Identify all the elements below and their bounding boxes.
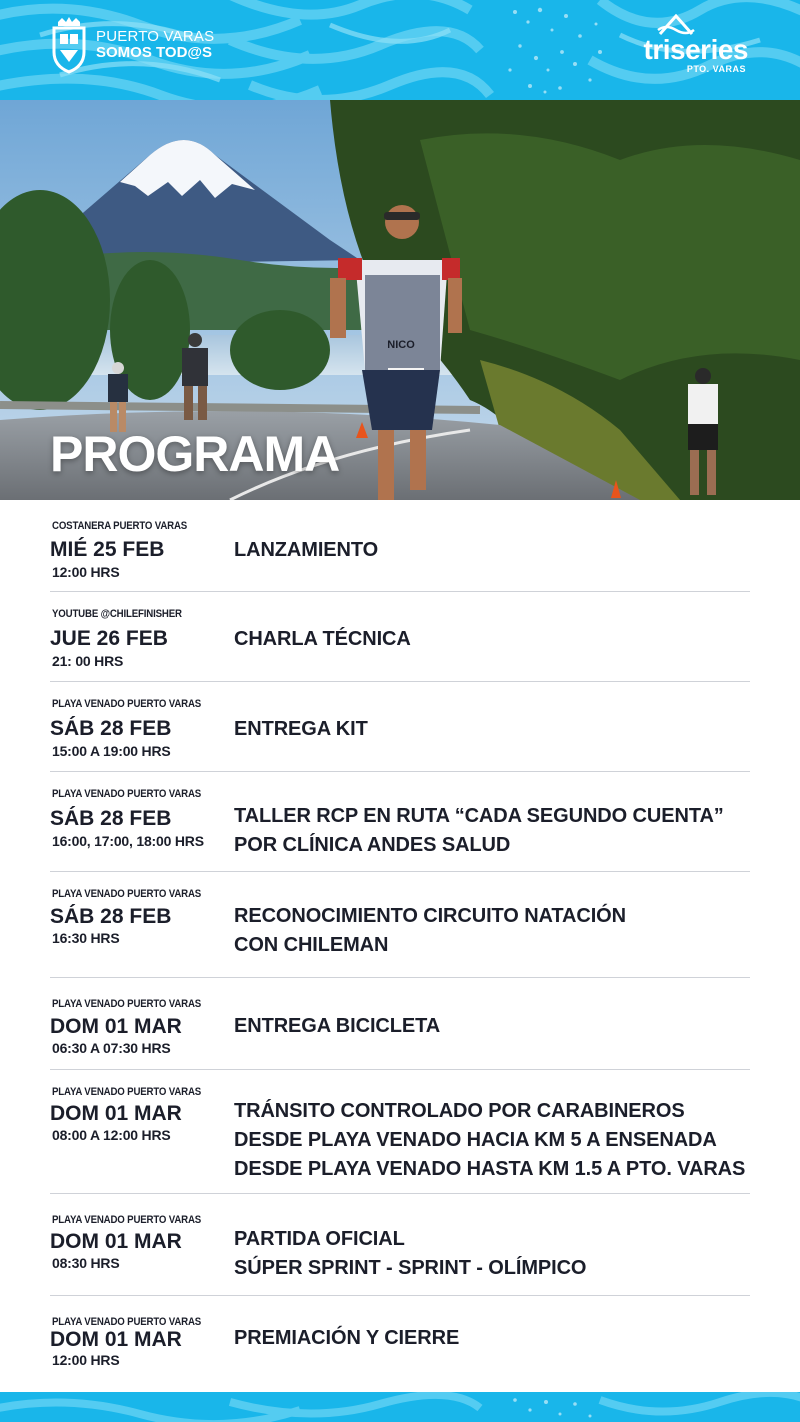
- event-time: 16:30 HRS: [52, 930, 120, 946]
- municipality-slogan: SOMOS TOD@S: [96, 44, 213, 61]
- schedule-row: [50, 1312, 750, 1384]
- event-date: SÁB 28 FEB: [50, 905, 172, 928]
- crest-icon: [50, 16, 88, 74]
- event-date: SÁB 28 FEB: [50, 807, 172, 830]
- schedule-row: [50, 1210, 750, 1296]
- schedule-row: [50, 994, 750, 1070]
- event-title: PARTIDA OFICIAL SÚPER SPRINT - SPRINT - OLÍMPICO: [234, 1228, 587, 1279]
- event-date: JUE 26 FEB: [50, 627, 168, 650]
- schedule-row: [50, 884, 750, 978]
- bottom-banner: [0, 1392, 800, 1422]
- schedule-row: [50, 604, 750, 682]
- event-location: PLAYA VENADO PUERTO VARAS: [52, 998, 202, 1010]
- event-title: LANZAMIENTO: [234, 539, 379, 561]
- event-time: 16:00, 17:00, 18:00 HRS: [52, 833, 204, 849]
- event-date: DOM 01 MAR: [50, 1328, 182, 1351]
- event-title: CHARLA TÉCNICA: [234, 628, 411, 650]
- event-title: TRÁNSITO CONTROLADO POR CARABINEROS DESDE PLAYA VENADO HACIA KM 5 A ENSENADA DESDE PLAYA VENADO HASTA KM 1.5 A PTO. VARAS: [234, 1100, 746, 1180]
- event-time: 21: 00 HRS: [52, 653, 124, 669]
- event-time: 08:00 A 12:00 HRS: [52, 1127, 171, 1143]
- event-location: PLAYA VENADO PUERTO VARAS: [52, 788, 202, 800]
- event-location: PLAYA VENADO PUERTO VARAS: [52, 1214, 202, 1226]
- event-date: DOM 01 MAR: [50, 1015, 182, 1038]
- event-location: PLAYA VENADO PUERTO VARAS: [52, 698, 202, 710]
- event-title: ENTREGA BICICLETA: [234, 1015, 441, 1037]
- event-title: ENTREGA KIT: [234, 718, 368, 740]
- triseries-wave-icon: [656, 14, 696, 36]
- event-time: 15:00 A 19:00 HRS: [52, 743, 171, 759]
- brand-name: triseries: [643, 34, 748, 65]
- municipality-name: PUERTO VARAS: [96, 28, 215, 46]
- event-date: SÁB 28 FEB: [50, 717, 172, 740]
- event-date: DOM 01 MAR: [50, 1230, 182, 1253]
- schedule-row: [50, 694, 750, 772]
- schedule-row: [50, 1082, 750, 1194]
- event-title: RECONOCIMIENTO CIRCUITO NATACIÓN CON CHILEMAN: [234, 905, 626, 956]
- event-time: 12:00 HRS: [52, 1352, 120, 1368]
- event-time: 12:00 HRS: [52, 564, 120, 580]
- schedule-row: [50, 784, 750, 872]
- event-date: DOM 01 MAR: [50, 1102, 182, 1125]
- event-date: MIÉ 25 FEB: [50, 538, 165, 561]
- runner-name: NICO: [387, 339, 415, 351]
- event-time: 08:30 HRS: [52, 1255, 120, 1271]
- event-location: COSTANERA PUERTO VARAS: [52, 520, 188, 532]
- municipality-logo: [50, 16, 214, 74]
- event-title: TALLER RCP EN RUTA “CADA SEGUNDO CUENTA” POR CLÍNICA ANDES SALUD: [234, 805, 724, 856]
- schedule-list: [0, 500, 800, 1392]
- brand-location: PTO. VARAS: [686, 64, 746, 74]
- event-time: 06:30 A 07:30 HRS: [52, 1040, 171, 1056]
- top-banner: [0, 0, 800, 100]
- event-location: PLAYA VENADO PUERTO VARAS: [52, 888, 202, 900]
- triseries-logo: [626, 14, 748, 76]
- event-title: PREMIACIÓN Y CIERRE: [234, 1327, 460, 1349]
- page-title: PROGRAMA: [50, 426, 340, 482]
- event-location: PLAYA VENADO PUERTO VARAS: [52, 1316, 202, 1328]
- schedule-row: [50, 516, 750, 592]
- event-location: PLAYA VENADO PUERTO VARAS: [52, 1086, 202, 1098]
- wave-pattern-bottom: [0, 1392, 800, 1422]
- event-location: YOUTUBE @CHILEFINISHER: [52, 608, 182, 620]
